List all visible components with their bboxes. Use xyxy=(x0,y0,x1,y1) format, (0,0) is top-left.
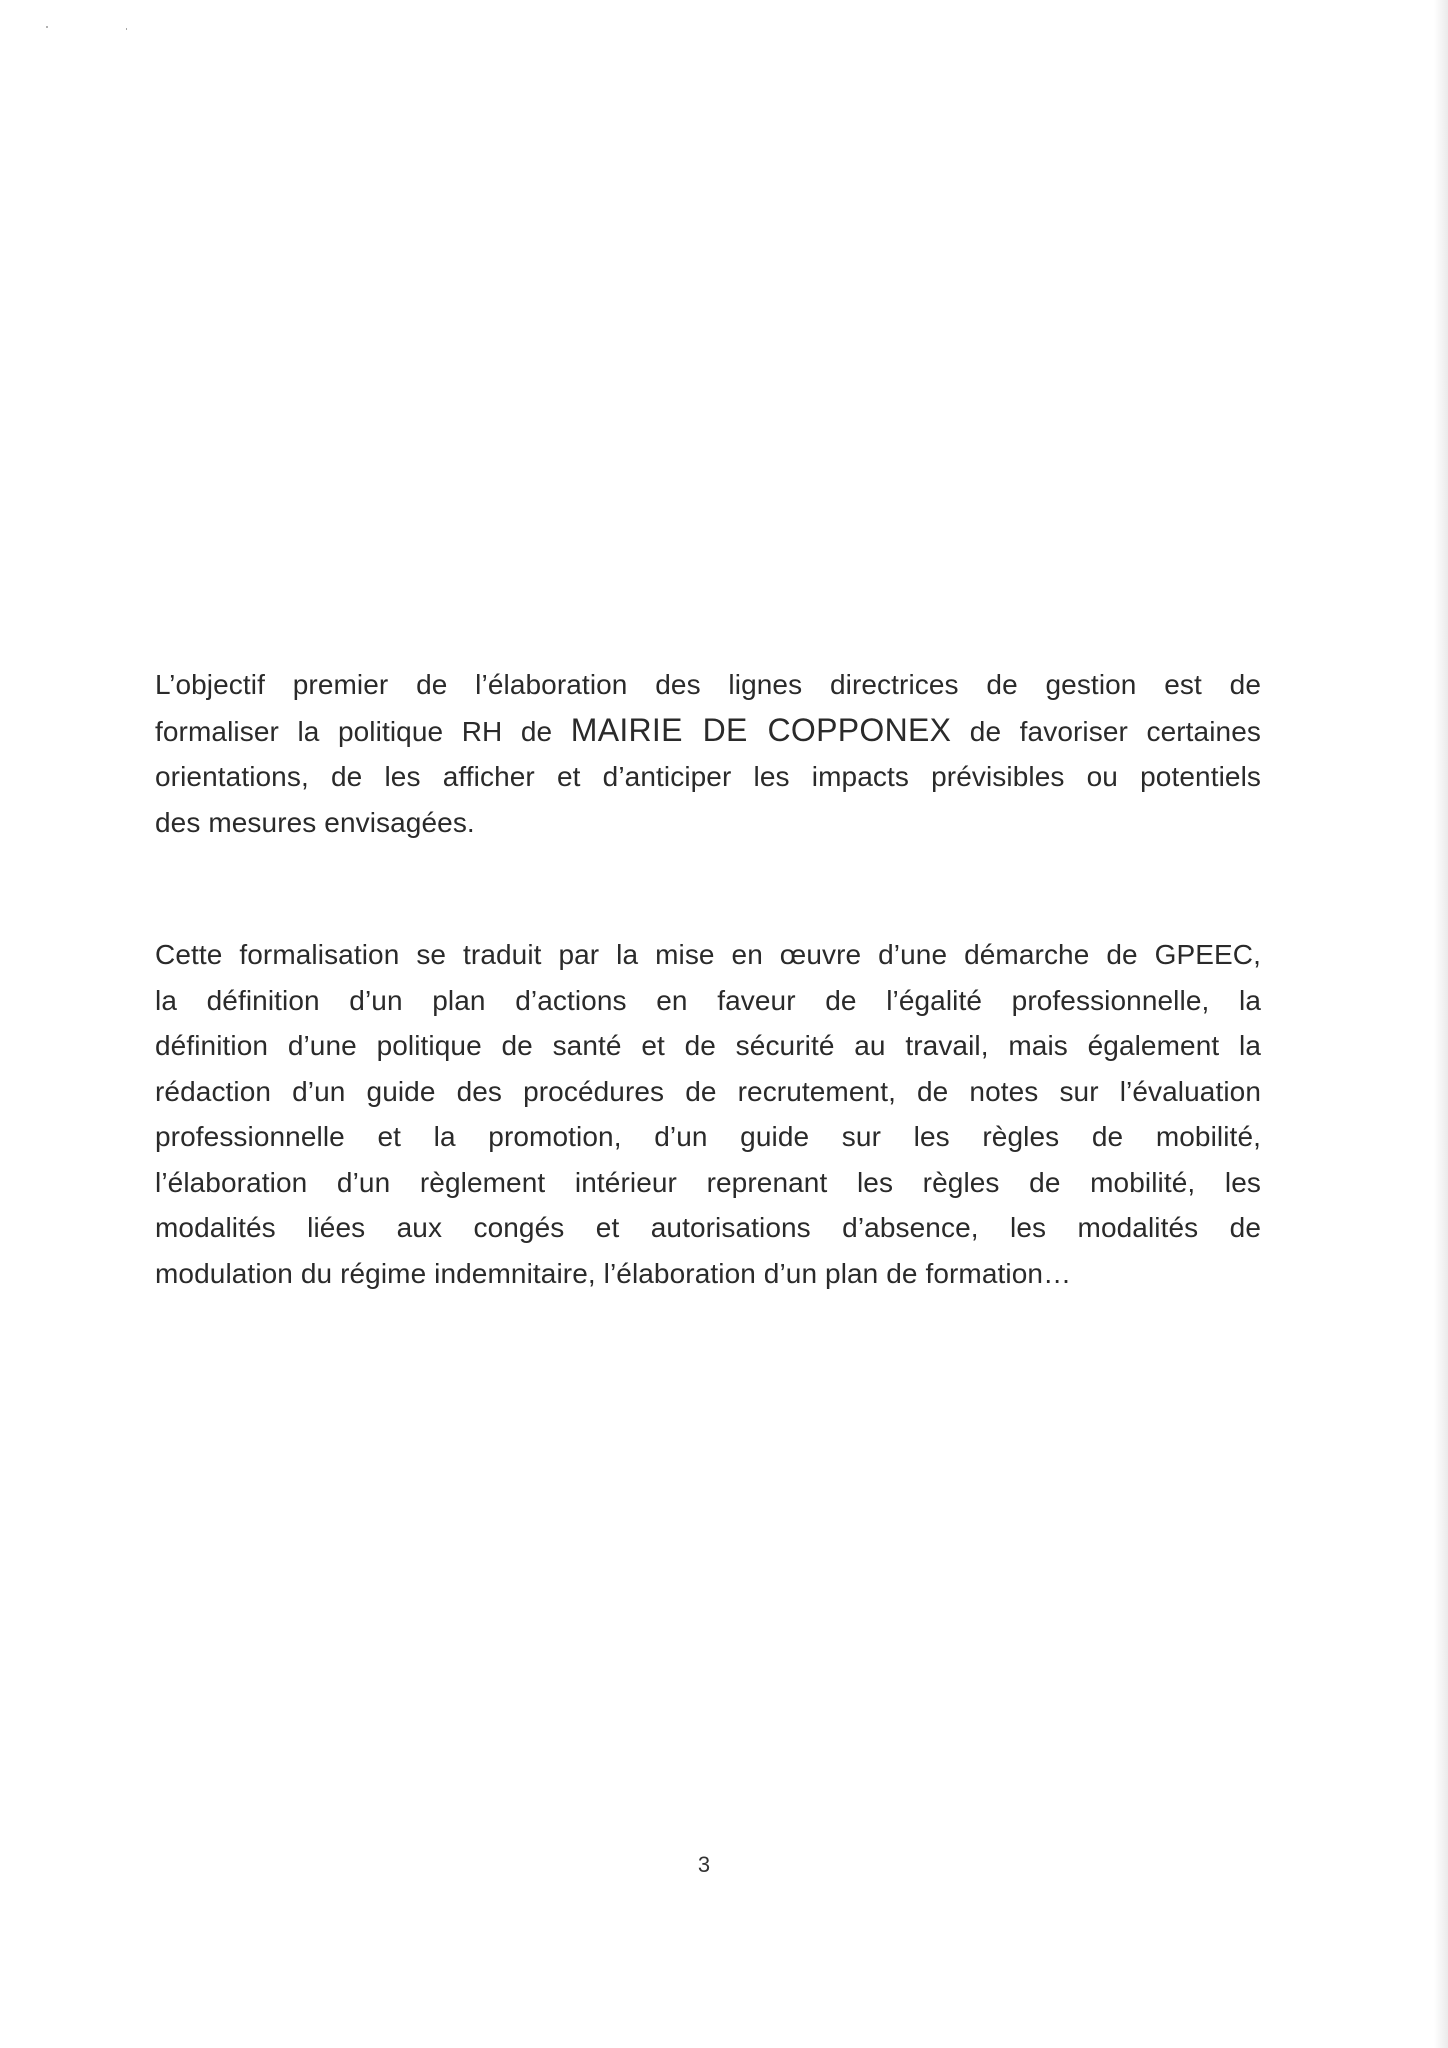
paragraph-line: rédaction d’un guide des procédures de recrutement, de notes sur l’évaluation xyxy=(155,1075,1261,1107)
line-text: formaliser la politique RH de xyxy=(155,715,571,747)
paragraph-line xyxy=(155,708,1261,755)
paragraph-line: orientations, de les afficher et d’anticiper les impacts prévisibles ou potentiels xyxy=(155,761,1261,792)
organization-name: MAIRIE DE COPPONEX xyxy=(570,711,952,748)
paragraph-formalisation xyxy=(155,932,1261,1296)
scan-speck xyxy=(46,26,48,28)
paragraph-line: la définition d’un plan d’actions en faveur de l’égalité professionnelle, la xyxy=(155,984,1261,1016)
paragraph-line: des mesures envisagées. xyxy=(155,806,475,838)
paragraph-line: professionnelle et la promotion, d’un guide sur les règles de mobilité, xyxy=(155,1121,1261,1152)
page-number: 3 xyxy=(697,1852,711,1877)
line-text: de favoriser certaines xyxy=(951,715,1261,747)
paragraph-line: l’élaboration d’un règlement intérieur reprenant les règles de mobilité, les xyxy=(155,1166,1261,1198)
paragraph-line: modulation du régime indemnitaire, l’élaboration d’un plan de formation… xyxy=(155,1257,1072,1289)
paragraph-objectif xyxy=(155,662,1261,845)
paragraph-line: L’objectif premier de l’élaboration des lignes directrices de gestion est de xyxy=(155,669,1261,700)
paragraph-line: Cette formalisation se traduit par la mise en œuvre d’une démarche de GPEEC, xyxy=(155,939,1261,970)
paragraph-line: modalités liées aux congés et autorisations d’absence, les modalités de xyxy=(155,1212,1261,1243)
scan-edge-shadow xyxy=(1434,0,1448,2048)
paragraph-line: définition d’une politique de santé et de sécurité au travail, mais également la xyxy=(155,1030,1261,1061)
scan-speck xyxy=(126,28,127,30)
